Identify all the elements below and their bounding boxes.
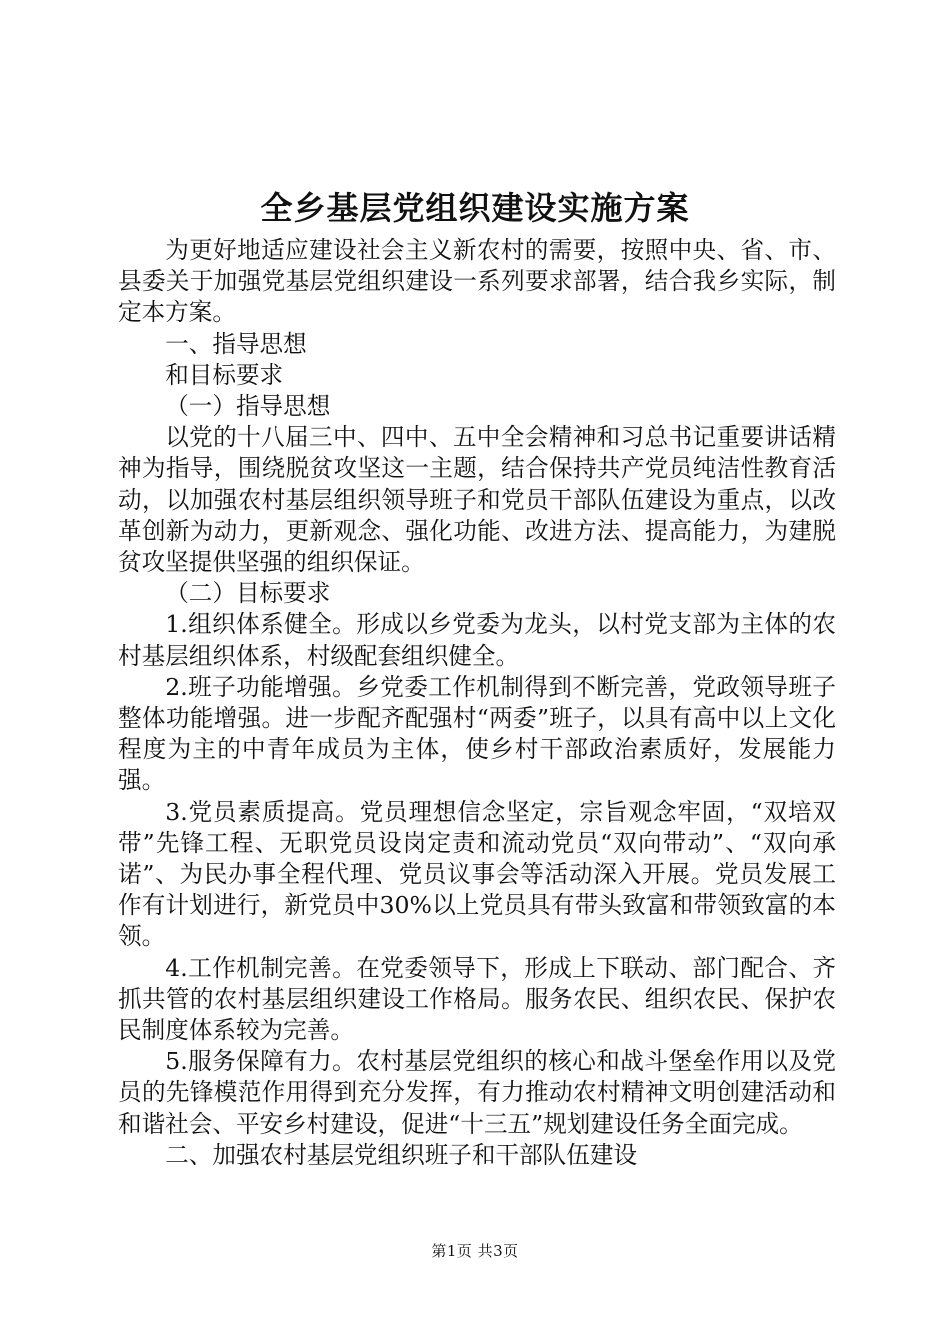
paragraph-goal-5: 5.服务保障有力。农村基层党组织的核心和战斗堡垒作用以及党员的先锋模范作用得到充分发挥，有力推动农村精神文明创建活动和和谐社会、平安乡村建设，促进“十三五”规划建设任务全面完成。 [118, 1047, 836, 1138]
heading-subsection-1: （一）指导思想 [165, 392, 331, 421]
heading-section-2: 二、加强农村基层党组织班子和干部队伍建设 [165, 1140, 638, 1169]
document-body [118, 235, 836, 1171]
paragraph-goal-2: 2.班子功能增强。乡党委工作机制得到不断完善，党政领导班子整体功能增强。进一步配齐配强村“两委”班子，以具有高中以上文化程度为主的中青年成员为主体，使乡村干部政治素质好，发展能力强。 [118, 672, 836, 795]
paragraph-goal-1: 1.组织体系健全。形成以乡党委为龙头，以村党支部为主体的农村基层组织体系，村级配套组织健全。 [118, 610, 836, 670]
page-footer: 第1页 共3页 [431, 1242, 519, 1260]
paragraph-goal-4: 4.工作机制完善。在党委领导下，形成上下联动、部门配合、齐抓共管的农村基层组织建设工作格局。服务农民、组织农民、保护农民制度体系较为完善。 [118, 953, 836, 1045]
document-title: 全乡基层党组织建设实施方案 [260, 189, 690, 227]
heading-section-1-continued: 和目标要求 [165, 360, 284, 389]
heading-section-1: 一、指导思想 [165, 329, 307, 358]
paragraph-guiding-thought: 以党的十八届三中、四中、五中全会精神和习总书记重要讲话精神为指导，围绕脱贫攻坚这一主题，结合保持共产党员纯洁性教育活动，以加强农村基层组织领导班子和党员干部队伍建设为重点，以改革创新为动力，更新观念、强化功能、改进方法、提高能力，为建脱贫攻坚提供坚强的组织保证。 [118, 423, 836, 577]
paragraph-goal-3: 3.党员素质提高。党员理想信念坚定，宗旨观念牢固，“双培双带”先锋工程、无职党员设岗定责和流动党员“双向带动”、“双向承诺”、为民办事全程代理、党员议事会等活动深入开展。党员发展工作有计划进行，新党员中30%以上党员具有带头致富和带领致富的本领。 [118, 797, 836, 951]
heading-subsection-2: （二）目标要求 [165, 579, 331, 608]
paragraph-intro: 为更好地适应建设社会主义新农村的需要，按照中央、省、市、县委关于加强党基层党组织建设一系列要求部署，结合我乡实际，制定本方案。 [118, 236, 836, 327]
